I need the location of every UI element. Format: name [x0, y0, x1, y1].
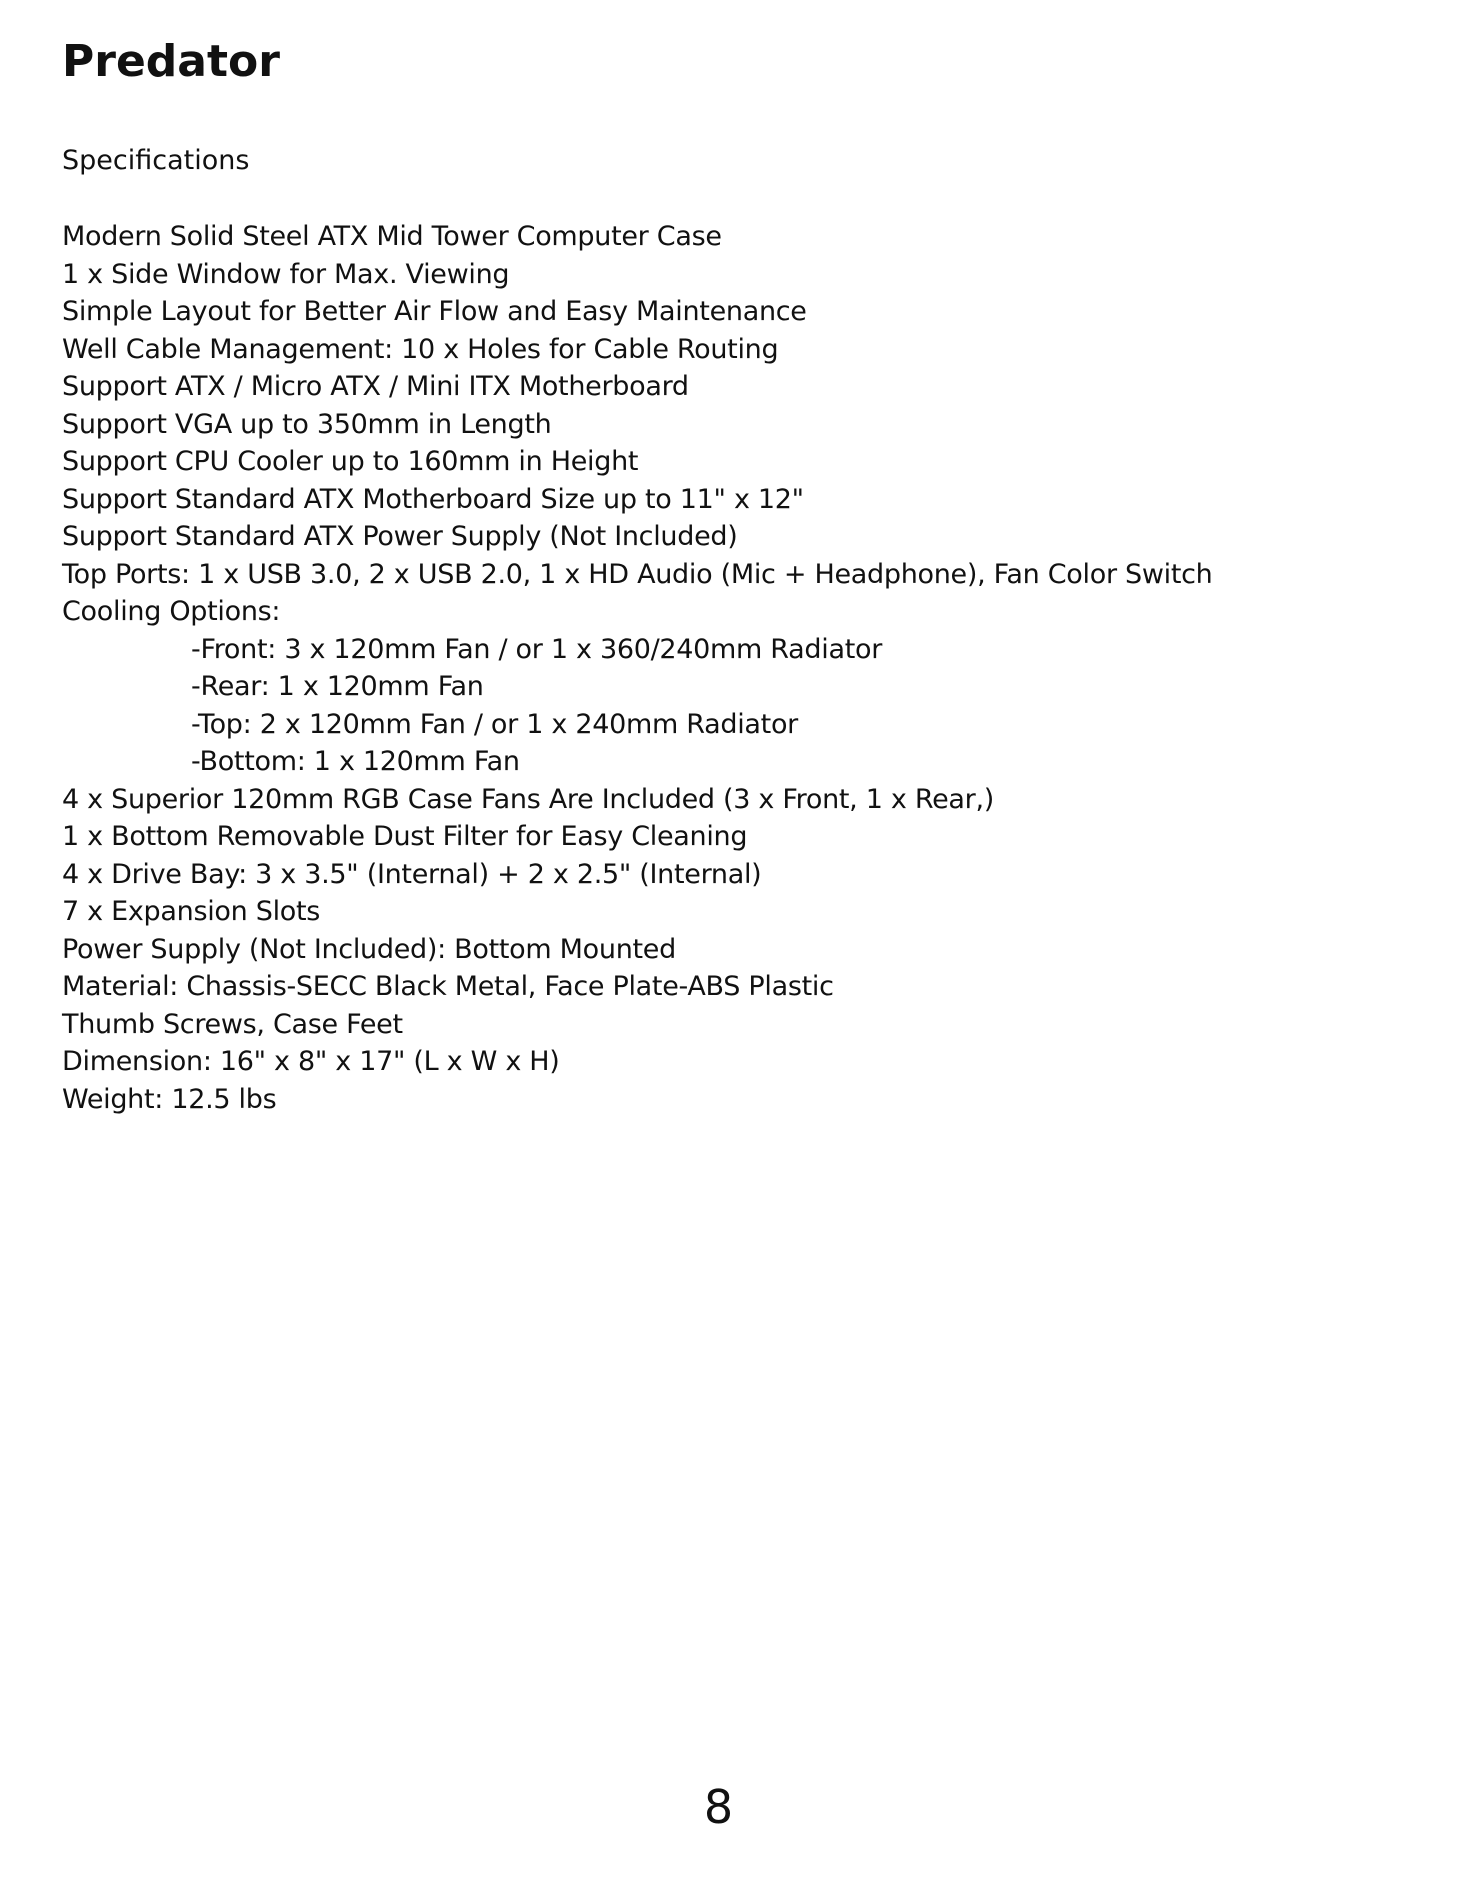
- spec-item: Well Cable Management: 10 x Holes for Cable Routing: [62, 333, 779, 365]
- spec-item: 1 x Bottom Removable Dust Filter for Easy Cleaning: [62, 821, 748, 852]
- spec-subitem: -Bottom: 1 x 120mm Fan: [191, 746, 520, 777]
- spec-item: Material: Chassis-SECC Black Metal, Face Plate-ABS Plastic: [62, 971, 834, 1002]
- spec-item: Support ATX / Micro ATX / Mini ITX Motherboard: [62, 371, 689, 402]
- spec-item: Power Supply (Not Included): Bottom Mounted: [62, 933, 676, 965]
- spec-item: Thumb Screws, Case Feet: [62, 1008, 403, 1040]
- spec-item: 7 x Expansion Slots: [62, 896, 321, 927]
- spec-subitem: -Rear: 1 x 120mm Fan: [191, 671, 484, 702]
- spec-item: Support CPU Cooler up to 160mm in Height: [62, 446, 639, 477]
- page-number: 8: [703, 1780, 734, 1834]
- section-heading: Specifications: [62, 145, 250, 176]
- spec-item: 4 x Drive Bay: 3 x 3.5" (Internal) + 2 x 2.5" (Internal): [62, 858, 762, 890]
- spec-item: Cooling Options:: [62, 596, 281, 627]
- spec-subitem: -Top: 2 x 120mm Fan / or 1 x 240mm Radiator: [191, 708, 798, 740]
- spec-item: Support VGA up to 350mm in Length: [62, 408, 552, 440]
- spec-item: Support Standard ATX Power Supply (Not Included): [62, 521, 738, 552]
- spec-item: Dimension: 16" x 8" x 17" (L x W x H): [62, 1046, 560, 1077]
- spec-subitem: -Front: 3 x 120mm Fan / or 1 x 360/240mm Radiator: [191, 633, 883, 665]
- spec-item: Top Ports: 1 x USB 3.0, 2 x USB 2.0, 1 x HD Audio (Mic + Headphone), Fan Color Switch: [62, 558, 1213, 590]
- spec-item: Weight: 12.5 lbs: [62, 1083, 277, 1115]
- spec-item: Simple Layout for Better Air Flow and Easy Maintenance: [62, 296, 807, 327]
- spec-list: [62, 218, 1213, 1118]
- page-title: Predator: [62, 36, 280, 87]
- spec-item: Modern Solid Steel ATX Mid Tower Computer Case: [62, 221, 722, 252]
- spec-item: 4 x Superior 120mm RGB Case Fans Are Included (3 x Front, 1 x Rear,): [62, 783, 994, 815]
- spec-item: Support Standard ATX Motherboard Size up to 11" x 12": [62, 483, 804, 515]
- spec-item: 1 x Side Window for Max. Viewing: [62, 258, 510, 290]
